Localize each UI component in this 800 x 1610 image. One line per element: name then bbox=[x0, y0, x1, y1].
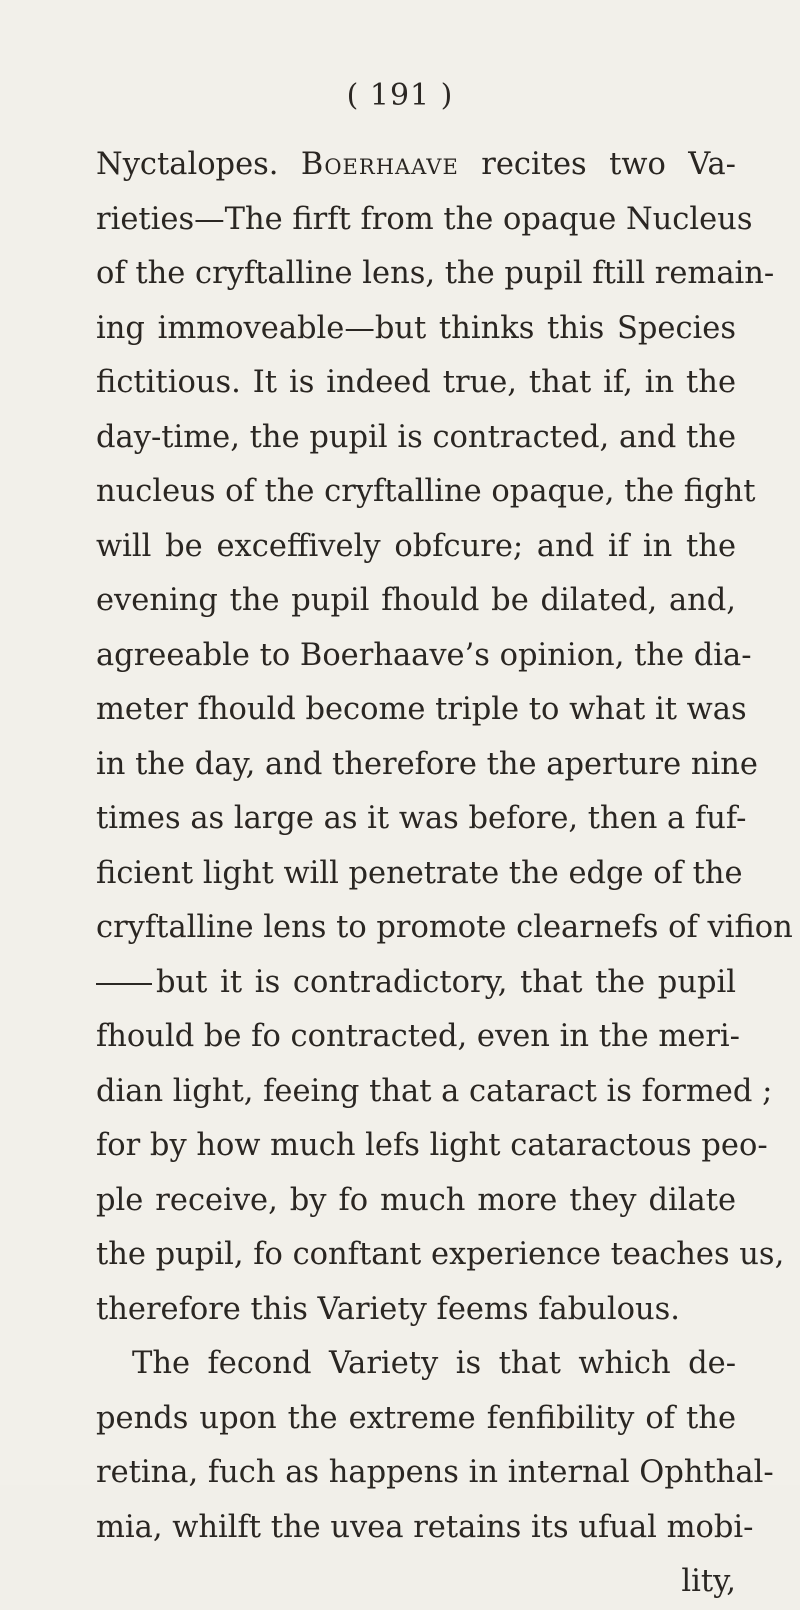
text-line: evening the pupil fhould be dilated, and, bbox=[96, 583, 736, 618]
catchword: lity, bbox=[681, 1564, 736, 1599]
text-line: ing immoveable—but thinks this Species bbox=[96, 310, 736, 346]
text-line: pends upon the extreme fenfibility of the bbox=[96, 1400, 736, 1436]
text-line: therefore this Variety feems fabulous. bbox=[96, 1291, 680, 1327]
text-line: rieties—The firft from the opaque Nucleus bbox=[96, 201, 753, 237]
text-line: fhould be fo contracted, even in the meri- bbox=[96, 1019, 740, 1054]
em-rule bbox=[96, 983, 152, 985]
text-line: the pupil, fo conftant experience teaches us, bbox=[96, 1237, 785, 1272]
text-line: nucleus of the cryftalline opaque, the fight bbox=[96, 474, 756, 509]
text-line: Nyctalopes. Boerhaave recites two Va- bbox=[96, 147, 736, 182]
text-line: cryftalline lens to promote clearnefs of vifion bbox=[96, 910, 793, 945]
text-line: The fecond Variety is that which de- bbox=[132, 1346, 736, 1381]
text-line: fictitious. It is indeed true, that if, in the bbox=[96, 365, 736, 400]
page-number: ( 191 ) bbox=[346, 78, 454, 113]
text-line: dian light, feeing that a cataract is formed ; bbox=[96, 1073, 773, 1109]
text-line: ple receive, by fo much more they dilate bbox=[96, 1182, 736, 1218]
text-line: retina, fuch as happens in internal Ophthal- bbox=[96, 1455, 774, 1490]
text-line: ficient light will penetrate the edge of the bbox=[96, 855, 743, 891]
text-line: day-time, the pupil is contracted, and the bbox=[96, 419, 736, 455]
text-line: agreeable to Boerhaave’s opinion, the dia- bbox=[96, 637, 752, 673]
body-text bbox=[96, 138, 793, 1610]
text-line: times as large as it was before, then a fuf- bbox=[96, 801, 747, 836]
text-line: mia, whilft the uvea retains its ufual mobi- bbox=[96, 1509, 754, 1545]
text-line: but it is contradictory, that the pupil bbox=[96, 956, 736, 1011]
text-line: for by how much lefs light cataractous peo- bbox=[96, 1128, 768, 1163]
author-name: Boerhaave bbox=[300, 147, 459, 182]
text-line: in the day, and therefore the aperture nine bbox=[96, 746, 758, 782]
text-line: will be exceffively obfcure; and if in the bbox=[96, 528, 736, 564]
text-line: of the cryftalline lens, the pupil ftill remain- bbox=[96, 256, 775, 291]
text-line: meter fhould become triple to what it was bbox=[96, 692, 747, 727]
